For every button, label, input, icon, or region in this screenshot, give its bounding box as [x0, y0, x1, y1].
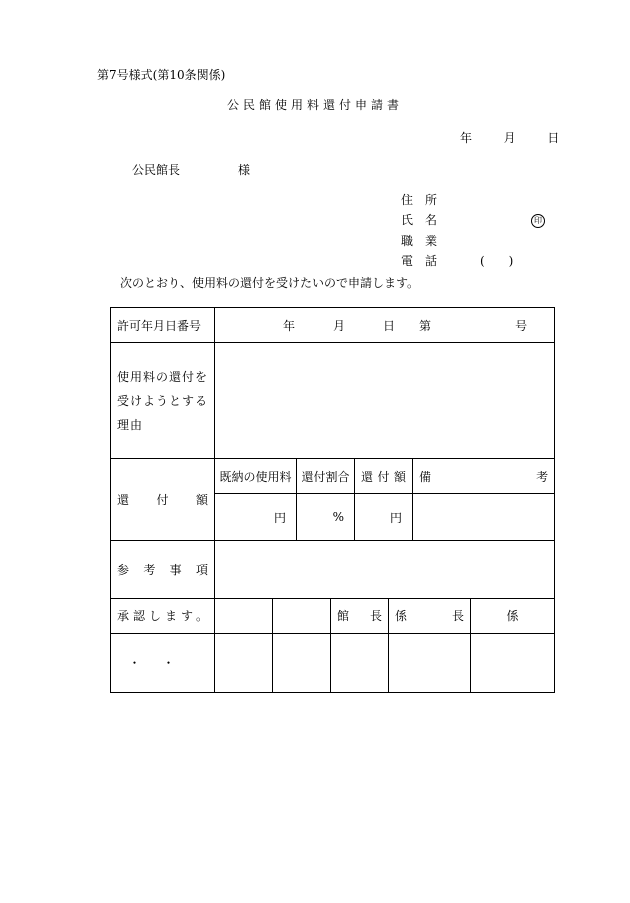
refund-amount-field[interactable]: 円	[355, 494, 413, 540]
permit-value[interactable]	[215, 308, 555, 343]
approval-blank-2[interactable]	[273, 598, 331, 633]
reason-label	[111, 343, 215, 459]
remarks-header-cell	[413, 459, 555, 494]
permit-year: 年	[283, 318, 296, 333]
notes-field[interactable]	[215, 540, 555, 598]
reason-label-line: 理由	[117, 417, 144, 432]
date-year: 年	[460, 131, 473, 145]
addressee-name: 公民館長	[132, 163, 181, 177]
section-chief-stamp-box[interactable]	[389, 633, 471, 692]
director-stamp-box[interactable]	[331, 633, 389, 692]
paid-fee-header: 既納の使用料	[215, 459, 297, 494]
permit-number-prefix: 第	[419, 318, 432, 333]
refund-rate-field[interactable]: %	[297, 494, 355, 540]
permit-month: 月	[333, 318, 346, 333]
date-month: 月	[503, 131, 516, 145]
reason-row	[111, 343, 555, 459]
stamp-box-2[interactable]	[273, 633, 331, 692]
remarks-header: 備 考	[419, 469, 549, 484]
staff-header: 係	[471, 598, 555, 633]
staff-stamp-box[interactable]	[471, 633, 555, 692]
application-table	[110, 307, 555, 693]
permit-number-suffix: 号	[515, 318, 528, 333]
approval-label: 承認します。	[111, 598, 215, 633]
addressee	[132, 164, 250, 176]
refund-amount-header: 還 付 額	[361, 469, 406, 484]
name-label: 氏 名	[401, 213, 438, 227]
refund-amount-header-cell	[355, 459, 413, 494]
refund-header-row	[111, 459, 555, 494]
date-day: 日	[547, 131, 560, 145]
permit-label: 許可年月日番号	[111, 308, 215, 343]
occupation-label: 職 業	[401, 234, 438, 248]
refund-label-char: 還	[117, 492, 130, 507]
document-title: 公民館使用料還付申請書	[226, 98, 403, 112]
approval-stamp-row	[111, 633, 555, 692]
approval-blank-1[interactable]	[215, 598, 273, 633]
phone-label: 電 話	[401, 254, 438, 268]
form-number: 第7号様式(第10条関係)	[97, 68, 226, 82]
section-chief-header: 係 長	[395, 609, 464, 624]
remarks-field[interactable]	[413, 494, 555, 540]
notes-label-cell	[111, 540, 215, 598]
paid-fee-field[interactable]: 円	[215, 494, 297, 540]
refund-label-cell	[111, 459, 215, 540]
addressee-honorific: 様	[238, 163, 251, 177]
refund-rate-header: 還付割合	[297, 459, 355, 494]
reason-label-line: 受けようとする	[117, 393, 209, 408]
permit-day: 日	[383, 318, 396, 333]
notes-row	[111, 540, 555, 598]
permit-row	[111, 308, 555, 343]
director-header: 館 長	[337, 609, 382, 624]
director-header-cell	[331, 598, 389, 633]
section-chief-header-cell	[389, 598, 471, 633]
date-line	[460, 132, 559, 144]
notes-label: 参 考 事 項	[117, 562, 208, 577]
address-label: 住 所	[401, 193, 438, 207]
reason-field[interactable]	[215, 343, 555, 459]
refund-label-char: 付	[156, 492, 169, 507]
application-statement: 次のとおり、使用料の還付を受けたいので申請します。	[120, 276, 420, 290]
stamp-box-1[interactable]	[215, 633, 273, 692]
seal-mark-icon: 印	[531, 214, 545, 228]
refund-label-char: 額	[195, 492, 208, 507]
phone-parentheses: ( )	[480, 254, 514, 268]
approval-date[interactable]: ・・	[111, 633, 215, 692]
refund-label	[111, 491, 214, 508]
reason-label-line: 使用料の還付を	[117, 369, 209, 384]
approval-header-row	[111, 598, 555, 633]
